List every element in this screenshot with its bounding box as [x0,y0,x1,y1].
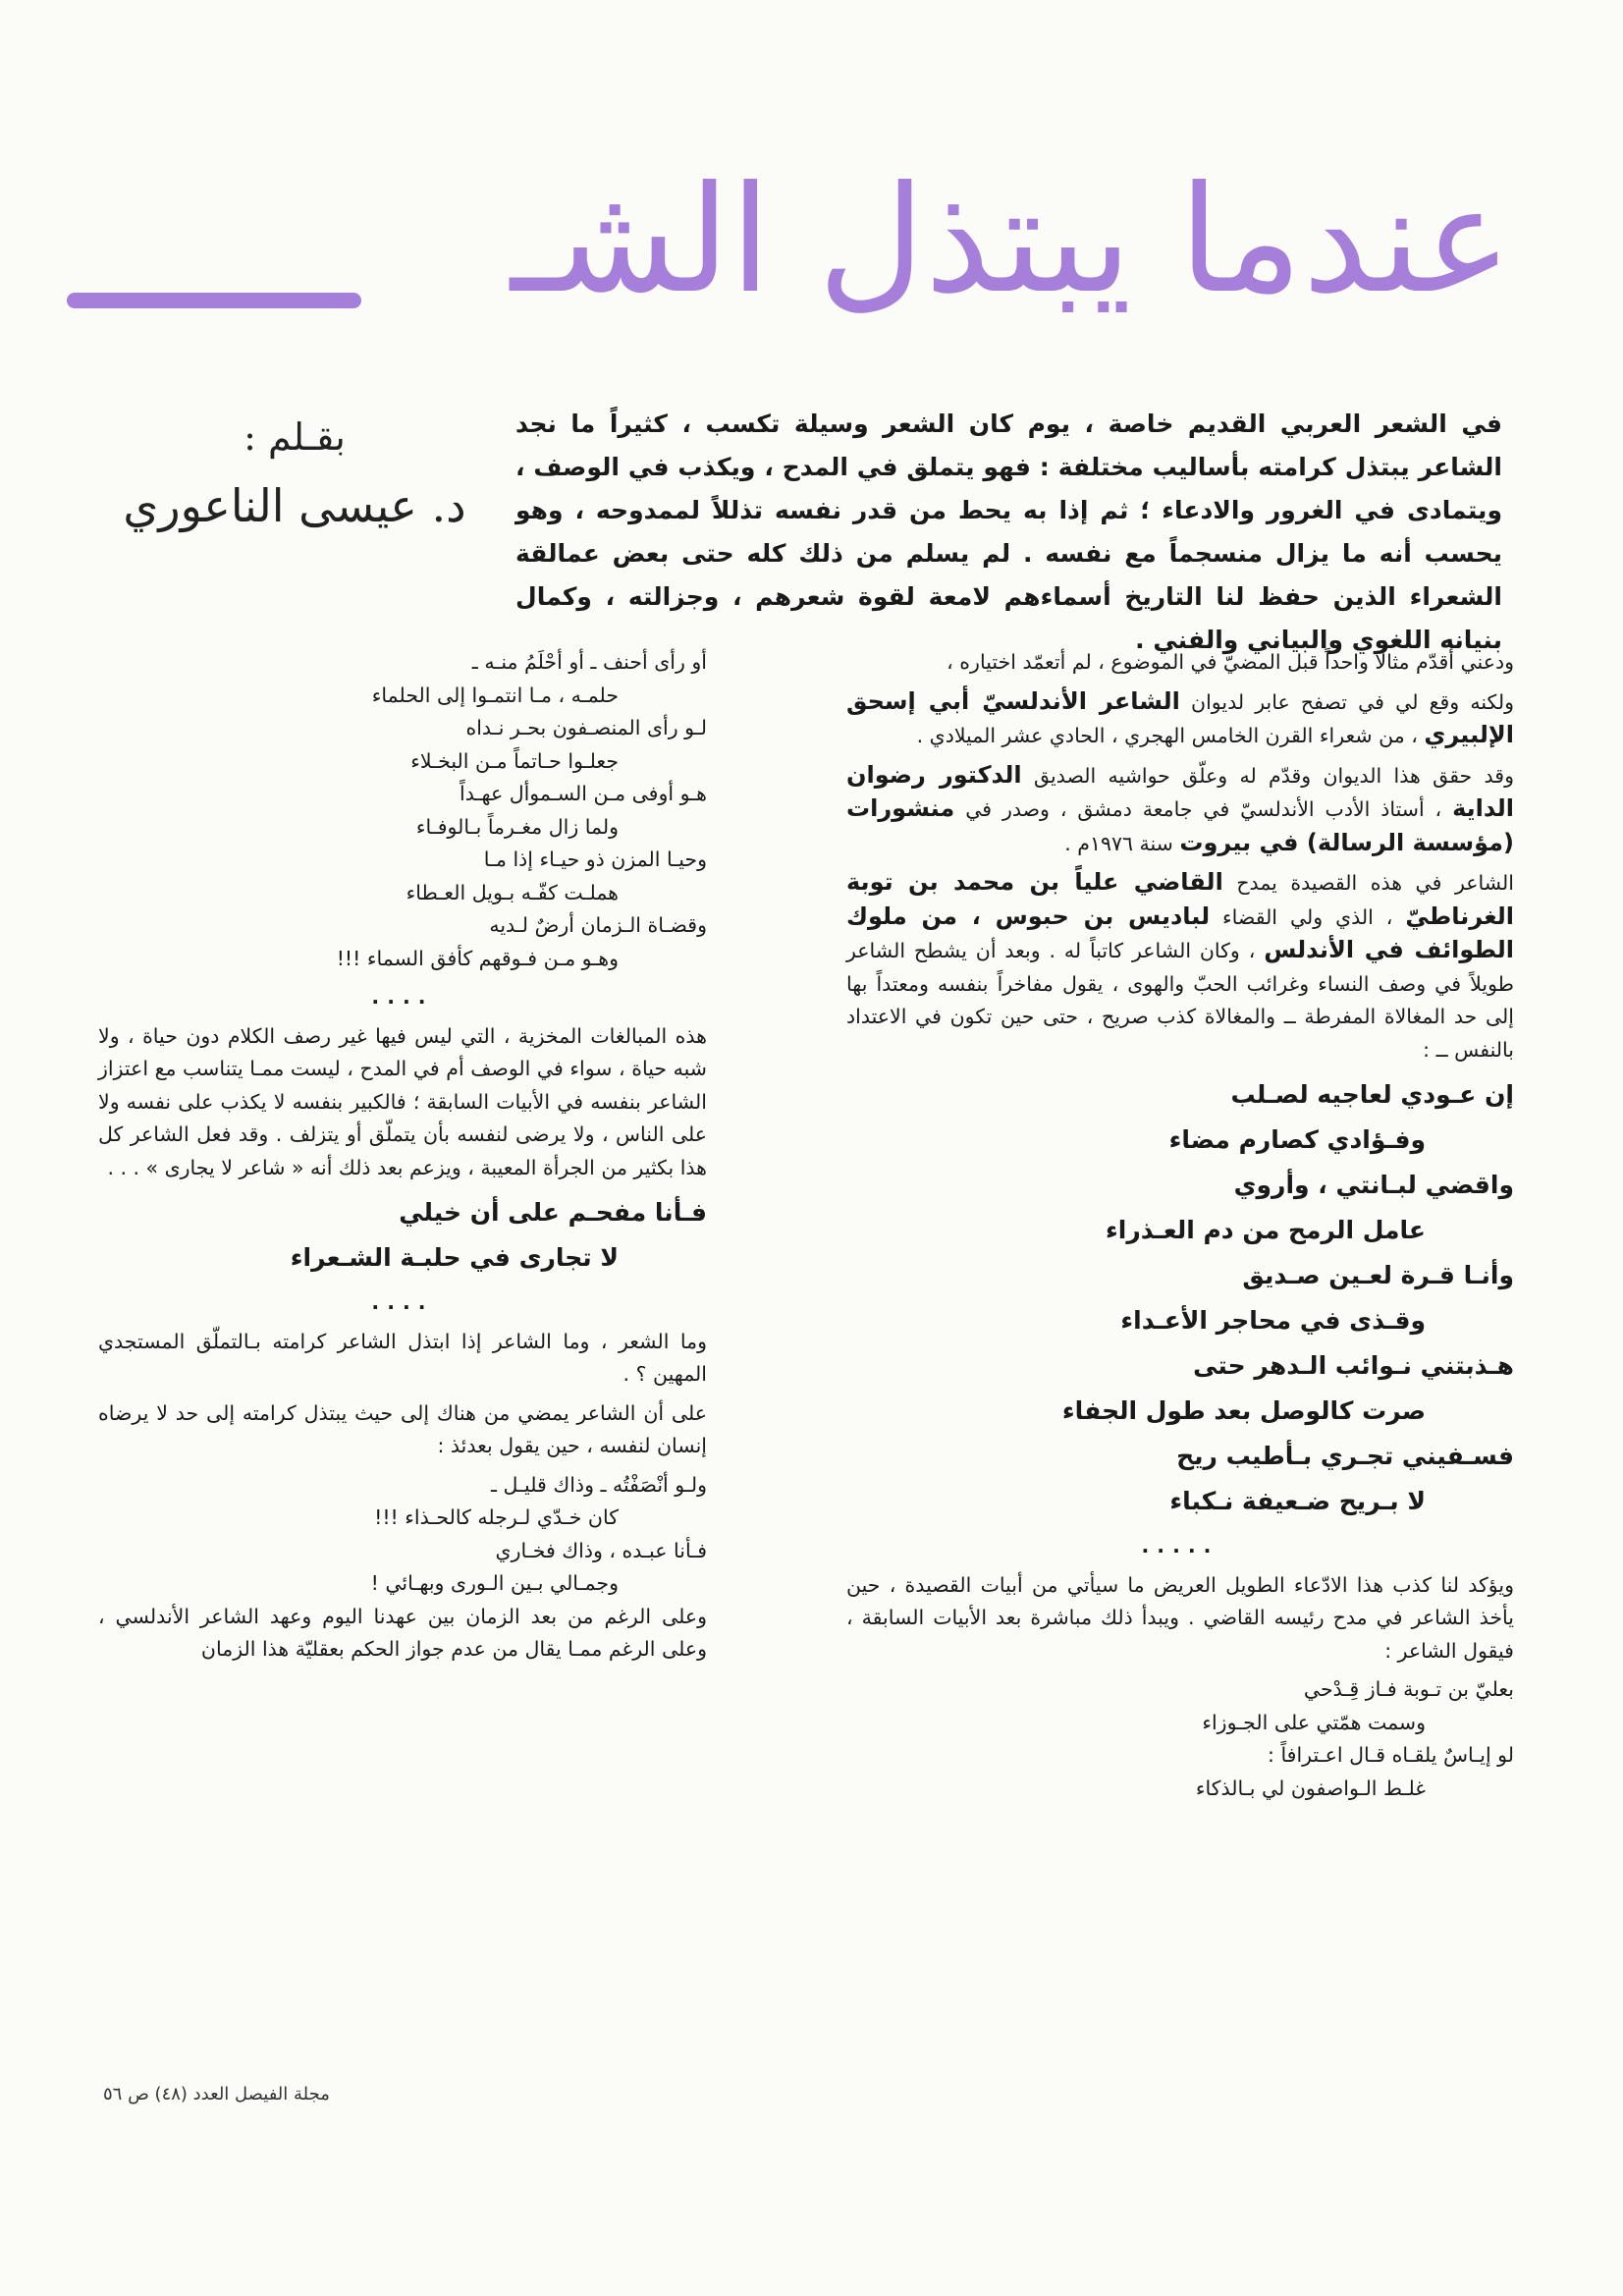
verse-second-half: هملـت كفّـه بـويل العـطاء [406,880,619,904]
poem-verses [846,1072,1514,1524]
verse [98,712,707,778]
text-span: ، أستاذ الأدب الأندلسيّ في جامعة دمشق ، وصدر في [965,797,1442,821]
section-separator: ..... [1141,1534,1219,1558]
verse-second-half: وهـو مـن فـوقهم كأفق السماء !!! [336,946,619,970]
verse [98,844,707,909]
paragraph [846,759,1514,861]
left-column [98,646,707,1672]
title-stroke [67,293,361,308]
verse-first-half: فـأنا مفحـم على أن خيلي [399,1198,707,1227]
verse [846,1072,1514,1163]
text-span: وقد حقق هذا الديوان وقدّم له وعلّق حواشيه الصديق [1033,763,1514,788]
verse [98,909,707,975]
verse [846,1343,1514,1434]
verse-second-half: صرت كالوصل بعد طول الجفاء [1061,1396,1426,1425]
bold-text: الدكتور رضوان الداية [846,760,1514,822]
verse-second-half: وسمت همّتي على الجـوزاء [1202,1710,1426,1734]
bold-text: منشورات (مؤسسة الرسالة) في بيروت [846,794,1514,856]
verse [98,1469,707,1535]
verse [846,1739,1514,1805]
verse-first-half: واقضي لبـانتي ، وأروي [1233,1171,1514,1199]
paragraph: ويؤكد لنا كذب هذا الادّعاء الطويل العريض ما سيأتي من أبيات القصيدة ، حين يأخذ الشاعر في مدح رئيسه القاضي . ويبدأ ذلك مباشرة بعد الأبيات السابقة ، فيقول الشاعر : [846,1572,1514,1663]
verse [98,1190,707,1281]
intro-paragraph: في الشعر العربي القديم خاصة ، يوم كان الشعر وسيلة تكسب ، كثيراً ما نجد الشاعر يبتذل كرامته بأساليب مختلفة : فهو يتملق في المدح ، ويكذب في الوصف ، ويتمادى في الغرور والادعاء ؛ ثم إذا به يحط من قدر نفسه تذللاً لممدوحه ، وهو يحسب أنه ما يزال منسجماً مع نفسه . لم يسلم من ذلك كله حتى بعض عمالقة الشعراء الذين حفظ لنا التاريخ أسماءهم لامعة لقوة شعرهم ، وجزالته ، وكمال بنيانه اللغوي والبياني والفني . [515,410,1502,654]
verse [846,1434,1514,1524]
section-separator: .... [371,1290,434,1314]
text-span: الشاعر في هذه القصيدة يمدح [1236,871,1514,895]
page-footer: مجلة الفيصل العدد (٤٨) ص ٥٦ [103,2084,330,2105]
verse-first-half: أو رأى أحنف ـ أو أحْلَمُ منـه ـ [471,650,707,674]
verse-first-half: وقضـاة الـزمان أرضٌ لـديه [489,913,707,937]
byline [118,408,471,545]
verse-second-half: وجمـالي بـين الـورى وبهـائي ! [370,1571,619,1595]
text-span: ولكنه وقع لي في تصفح عابر لديوان [1191,689,1514,714]
verse-second-half: عامل الرمح من دم العـذراء [1105,1216,1426,1244]
bold-text: الشاعر الأندلسيّ أبي إسحق الإلبيري [846,686,1514,748]
bold-text: القاضي علياً بن محمد بن توبة الغرناطيّ [846,868,1514,930]
verse-first-half: لـو رأى المنصـفون بحـر نـداه [465,716,707,739]
paragraph: على أن الشاعر يمضي من هناك إلى حيث يبتذل كرامته إلى حد لا يرضاه إنسان لنفسه ، حين يقول بعدئذ : [98,1400,707,1457]
verse-second-half: كان خـدّي لـرجله كالحـذاء !!! [374,1505,619,1529]
verse-first-half: وأنـا قـرة لعـين صـديق [1242,1261,1514,1289]
verse-first-half: إن عـودي لعاجيه لصـلب [1230,1080,1514,1109]
verse-second-half: وفـؤادي كصارم مضاء [1168,1125,1426,1154]
verse-second-half: لا بـريح ضـعيفة نـكباء [1169,1487,1426,1515]
verse-first-half: لو إيـاسٌ يلقـاه قـال اعـترافاً : [1268,1743,1514,1767]
paragraph: ودعني أقدّم مثالا واحداً قبل المضيّ في الموضوع ، لم أتعمّد اختياره ، [947,650,1514,674]
byline-author: د. عيسى الناعوري [123,479,466,532]
verse [98,646,707,712]
verse [846,1673,1514,1739]
verse [98,1535,707,1601]
paragraph: وما الشعر ، وما الشاعر إذا ابتذل الشاعر كرامته بـالتملّق المستجدي المهين ؟ . [98,1329,707,1386]
byline-label: بقـلم : [243,415,346,459]
text-span: ، وكان الشاعر كاتباً له . وبعد أن يشطح الشاعر طويلاً في وصف النساء وغرائب الحبّ والهوى ، يقول مفاخراً بنفسه ومعتداً بها إلى حد المغالاة المفرطة ــ والمغالاة كذب صريح ، حتى حين تكون في الاعتداد بالنفس ــ : [846,939,1514,1062]
verse-second-half: جعلـوا حـاتماً مـن البخـلاء [410,748,619,773]
verse-second-half: غلـط الـواصفون لي بـالذكاء [1195,1776,1426,1800]
paragraph [846,685,1514,753]
verse-first-half: فـأنا عبـده ، وذاك فخـاري [495,1538,707,1562]
verse [846,1253,1514,1343]
verse-second-half: لا تجارى في حلبـة الشـعراء [290,1243,619,1272]
text-span: ، من شعراء القرن الخامس الهجري ، الحادي عشر الميلادي . [916,724,1418,747]
verse-first-half: فسـفيني تجـري بـأطيب ريح [1176,1442,1514,1470]
verse-first-half: بعليّ بن تـوبة فـاز قِـدْحي [1303,1677,1514,1701]
paragraph: هذه المبالغات المخزية ، التي ليس فيها غير رصف الكلام دون حياة ، ولا شبه حياة ، سواء في الوصف أم في المدح ، ليست ممـا يتناسب مع اعتزاز الشاعر بنفسه في الأبيات السابقة ؛ فالكبير بنفسه لا يكذب على نفسه ولا على الناس ، ولا يرضى لنفسه بأن يتملّق أو يتزلف . وقد فعل الشاعر كل هذا بكثير من الجرأة المعيبة ، ويزعم بعد ذلك أنه « شاعر لا يجارى » . . . [98,1023,707,1179]
article-title: عندما يبتذل الشـ [510,155,1512,326]
bold-text: لباديس بن حبوس ، من ملوك الطوائف في الأندلس [846,902,1514,963]
verse-second-half: حلمـه ، مـا انتمـوا إلى الحلماء [371,683,619,707]
right-column [846,646,1514,1805]
verse [98,778,707,844]
text-span: ، الذي ولي القضاء [1222,904,1393,929]
verse-first-half: هـو أوفى مـن السـموأل عهـداً [460,782,707,805]
text-span: سنة ١٩٧٦م . [1064,831,1173,855]
verse-first-half: وحيـا المزن ذو حيـاء إذا مـا [483,847,707,871]
verse-second-half: وقـذى في محاجر الأعـداء [1120,1306,1426,1335]
section-separator: .... [371,985,434,1009]
paragraph: وعلى الرغم من بعد الزمان بين عهدنا اليوم وعهد الشاعر الأندلسي ، وعلى الرغم ممـا يقال من عدم جواز الحكم بعقليّة هذا الزمان [98,1604,707,1661]
verse [846,1163,1514,1253]
verse-first-half: ولـو أنْصَفْتُه ـ وذاك قليـل ـ [491,1472,707,1497]
verse-first-half: هـذبتني نـوائب الـدهر حتى [1193,1351,1514,1380]
verse-second-half: ولما زال مغـرماً بـالوفـاء [415,814,619,839]
paragraph [846,866,1514,1066]
